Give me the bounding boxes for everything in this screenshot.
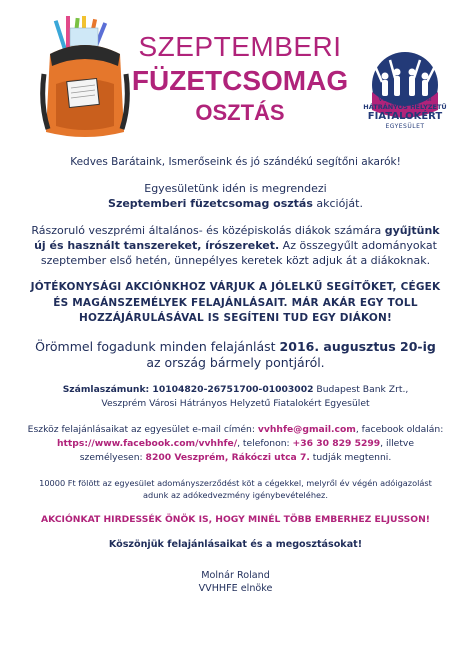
logo-line-1: Veszprém Városi	[378, 95, 432, 103]
thanks-note: Köszönjük felajánlásaikat és a megosztásokat!	[108, 538, 363, 550]
description-paragraph	[26, 223, 445, 268]
bank-account	[26, 383, 445, 411]
contact-facebook-link[interactable]: https://www.facebook.com/vvhhfe/	[56, 437, 238, 449]
backpack-illustration	[40, 14, 130, 144]
poster-title	[130, 30, 350, 128]
signature-name: Molnár Roland	[201, 569, 270, 581]
signature-title: VVHHFE elnöke	[198, 582, 273, 594]
account-bank: Budapest Bank Zrt.,	[313, 383, 409, 395]
title-line-1: SZEPTEMBERI	[138, 31, 342, 62]
donation-contract-note: 10000 Ft fölött az egyesület adományszerződést köt a cégekkel, melyről év végén adóigazolást adunk az adókedvezmény igénybevételéhez.	[39, 477, 432, 500]
signature	[26, 569, 445, 595]
contact-phone: +36 30 829 5299	[292, 437, 381, 449]
intro-text-1: Egyesületünk idén is megrendezi	[144, 182, 327, 195]
contact-text-2: , facebook oldalán:	[355, 423, 444, 435]
call-to-action: JÓTÉKONYSÁGI AKCIÓNKHOZ VÁRJUK A JÓLELKŰ SEGÍTŐKET, CÉGEK ÉS MAGÁNSZEMÉLYEK FELAJÁNLÁSAIT. MÁR AKÁR EGY TOLL HOZZÁJÁRULÁSÁVAL IS SEGÍTENI TUD EGY DIÁKON!	[30, 281, 441, 324]
deadline-paragraph	[26, 339, 445, 371]
contact-text-5: tudják megtenni.	[309, 451, 392, 463]
logo-line-3: FIATALOKÉRT	[367, 111, 443, 122]
greeting: Kedves Barátaink, Ismerőseink és jó szándékú segítőni akarók!	[70, 156, 401, 168]
logo-line-2: HÁTRÁNYOS HELYZETŰ	[363, 103, 447, 111]
description-text-2: Az összegyűlt adományokat szeptember első hetén, ünnepélyes keretek közt adjuk át a diákoknak.	[40, 239, 437, 267]
account-owner: Veszprém Városi Hátrányos Helyzetű Fiatalokért Egyesület	[101, 397, 370, 409]
description-text-1: Rászoruló veszprémi általános- és középiskolás diákok számára	[31, 224, 385, 237]
description-highlight: gyűjtünk új és használt tanszereket, írószereket.	[34, 224, 440, 252]
poster-body	[26, 155, 445, 595]
deadline-text-2: az ország bármely pontjáról.	[146, 354, 325, 370]
deadline-date: 2016. augusztus 20-ig	[279, 338, 436, 354]
contact-text-1: Eszköz felajánlásaikat az egyesület e-mail címén:	[27, 423, 258, 435]
contact-address: 8200 Veszprém, Rákóczi utca 7.	[145, 451, 310, 463]
contact-paragraph	[26, 423, 445, 465]
intro-paragraph	[26, 181, 445, 211]
account-number: Számlaszámunk: 10104820-26751700-01003002	[62, 383, 314, 395]
logo-text	[350, 95, 460, 131]
title-line-3: OSZTÁS	[195, 100, 285, 125]
intro-text-2: akcióját.	[312, 197, 363, 210]
contact-email-link[interactable]: vvhhfe@gmail.com	[257, 423, 356, 435]
logo-line-4: EGYESÜLET	[385, 123, 425, 130]
title-line-2: FÜZETCSOMAG	[131, 65, 349, 96]
intro-campaign-name: Szeptemberi füzetcsomag osztás	[108, 197, 313, 210]
contact-text-4: , illetve személyesen:	[79, 437, 415, 463]
deadline-text-1: Örömmel fogadunk minden felajánlást	[35, 338, 280, 354]
header	[0, 0, 471, 150]
contact-text-3: , telefonon:	[237, 437, 293, 449]
spread-the-word: AKCIÓNKAT HIRDESSÉK ÖNÖK IS, HOGY MINÉL TÖBB EMBERHEZ ELJUSSON!	[41, 513, 430, 525]
